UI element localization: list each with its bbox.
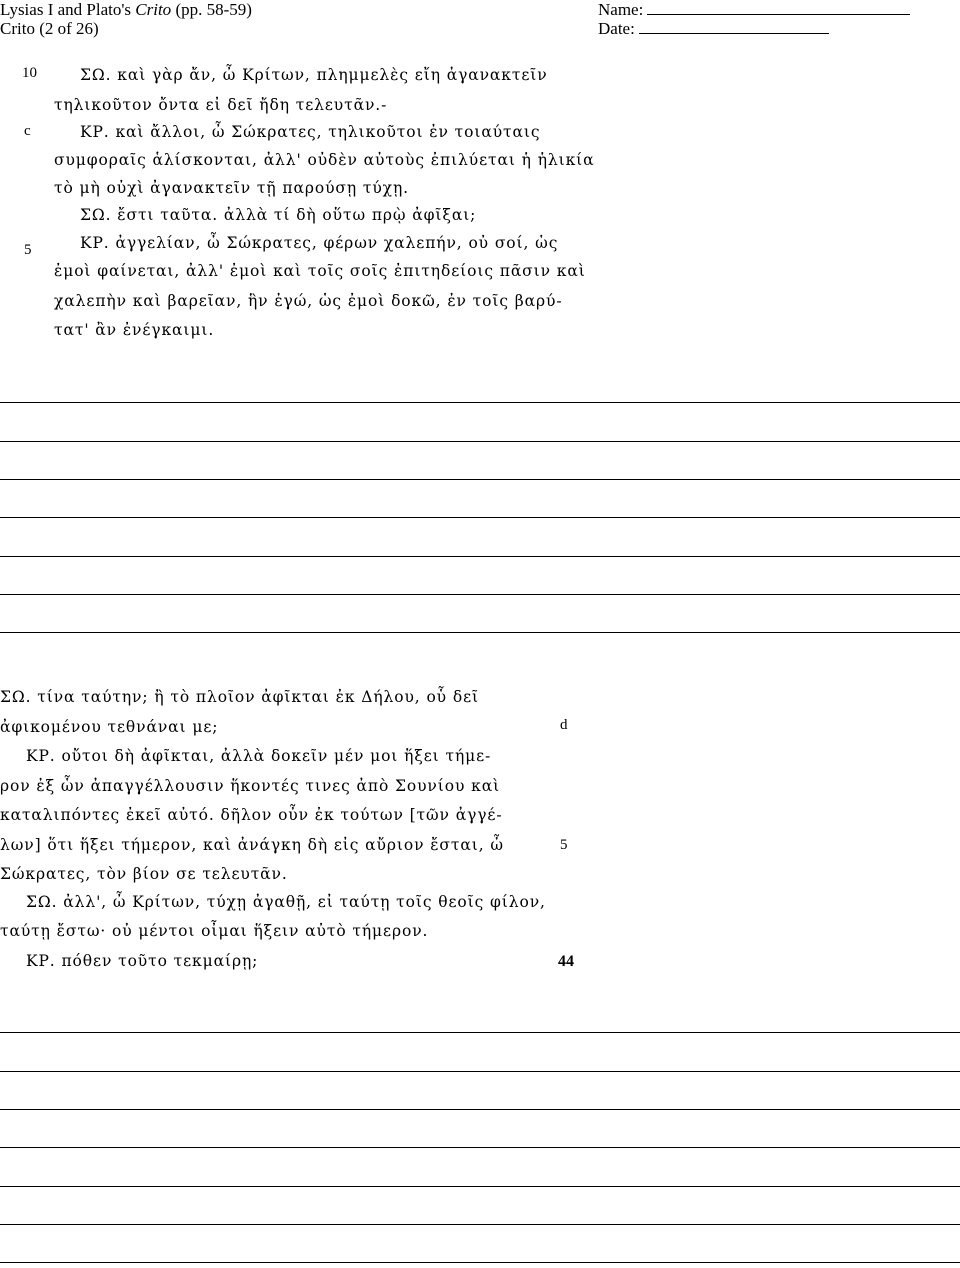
greek-line: ΣΩ. τίνα ταύτην; ἢ τὸ πλοῖον ἀφῖκται ἐκ Δήλου, οὗ δεῖ: [0, 688, 479, 706]
stephanus-ref-d: d: [560, 717, 568, 733]
title-pages: (pp. 58-59): [171, 0, 252, 19]
writing-line[interactable]: [0, 1186, 960, 1187]
title-work: Crito: [135, 0, 172, 19]
stephanus-page-44: 44: [558, 953, 574, 970]
greek-line: ΣΩ. ἔστι ταῦτα. ἀλλὰ τί δὴ οὕτω πρῲ ἀφῖξαι;: [80, 206, 477, 224]
greek-line: τατ' ἂν ἐνέγκαιμι.: [54, 321, 215, 339]
date-blank[interactable]: [639, 20, 829, 34]
title-prefix: Lysias I and Plato's: [0, 0, 136, 19]
writing-line[interactable]: [0, 1147, 960, 1148]
writing-line[interactable]: [0, 479, 960, 480]
writing-line[interactable]: [0, 632, 960, 633]
line-ref-5: 5: [560, 837, 568, 853]
greek-line: ΚΡ. καὶ ἄλλοι, ὦ Σώκρατες, τηλικοῦτοι ἐν τοιαύταις: [80, 123, 541, 141]
greek-line: ΣΩ. καὶ γὰρ ἄν, ὦ Κρίτων, πλημμελὲς εἴη ἀγανακτεῖν: [80, 66, 548, 84]
writing-line[interactable]: [0, 1224, 960, 1225]
writing-line[interactable]: [0, 1032, 960, 1033]
greek-line: Σώκρατες, τὸν βίον σε τελευτᾶν.: [0, 865, 288, 883]
greek-line: λων] ὅτι ἥξει τήμερον, καὶ ἀνάγκη δὴ εἰς αὔριον ἔσται, ὦ: [0, 836, 504, 854]
date-label: Date:: [598, 19, 635, 38]
greek-line: ταύτῃ ἔστω· οὐ μέντοι οἶμαι ἥξειν αὐτὸ τήμερον.: [0, 922, 429, 940]
writing-line[interactable]: [0, 402, 960, 403]
date-field: [598, 19, 829, 39]
line-ref-5: 5: [24, 242, 32, 258]
greek-line: χαλεπὴν καὶ βαρεῖαν, ἣν ἐγώ, ὡς ἐμοὶ δοκῶ, ἐν τοῖς βαρύ-: [54, 292, 563, 310]
writing-line[interactable]: [0, 556, 960, 557]
greek-line: τὸ μὴ οὐχὶ ἀγανακτεῖν τῇ παρούσῃ τύχῃ.: [54, 179, 409, 197]
name-label: Name:: [598, 0, 644, 19]
writing-line[interactable]: [0, 1071, 960, 1072]
name-field: [598, 0, 910, 20]
greek-line: ΚΡ. πόθεν τοῦτο τεκμαίρῃ;: [26, 952, 259, 970]
writing-line[interactable]: [0, 441, 960, 442]
worksheet-title: [0, 0, 252, 20]
greek-line: ΣΩ. ἀλλ', ὦ Κρίτων, τύχῃ ἀγαθῇ, εἰ ταύτῃ τοῖς θεοῖς φίλον,: [26, 893, 546, 911]
writing-line[interactable]: [0, 517, 960, 518]
stephanus-ref-c: c: [24, 123, 31, 139]
greek-line: ΚΡ. οὔτοι δὴ ἀφῖκται, ἀλλὰ δοκεῖν μέν μοι ἥξει τήμε-: [26, 747, 492, 765]
writing-line[interactable]: [0, 1262, 960, 1263]
writing-line[interactable]: [0, 1109, 960, 1110]
line-ref-10: 10: [22, 65, 37, 81]
greek-line: ἀφικομένου τεθνάναι με;: [0, 718, 219, 736]
greek-line: ρον ἐξ ὧν ἀπαγγέλλουσιν ἥκοντές τινες ἀπὸ Σουνίου καὶ: [0, 777, 501, 795]
writing-line[interactable]: [0, 594, 960, 595]
greek-line: ἐμοὶ φαίνεται, ἀλλ' ἐμοὶ καὶ τοῖς σοῖς ἐπιτηδείοις πᾶσιν καὶ: [54, 262, 586, 280]
greek-line: συμφοραῖς ἁλίσκονται, ἀλλ' οὐδὲν αὐτοὺς ἐπιλύεται ἡ ἡλικία: [54, 151, 595, 169]
greek-line: καταλιπόντες ἐκεῖ αὐτό. δῆλον οὖν ἐκ τούτων [τῶν ἀγγέ-: [0, 806, 503, 824]
greek-line: ΚΡ. ἀγγελίαν, ὦ Σώκρατες, φέρων χαλεπήν, οὐ σοί, ὡς: [80, 234, 559, 252]
worksheet-subtitle: Crito (2 of 26): [0, 19, 99, 38]
greek-line: τηλικοῦτον ὄντα εἰ δεῖ ἤδη τελευτᾶν.-: [54, 96, 388, 114]
name-blank[interactable]: [647, 1, 910, 15]
